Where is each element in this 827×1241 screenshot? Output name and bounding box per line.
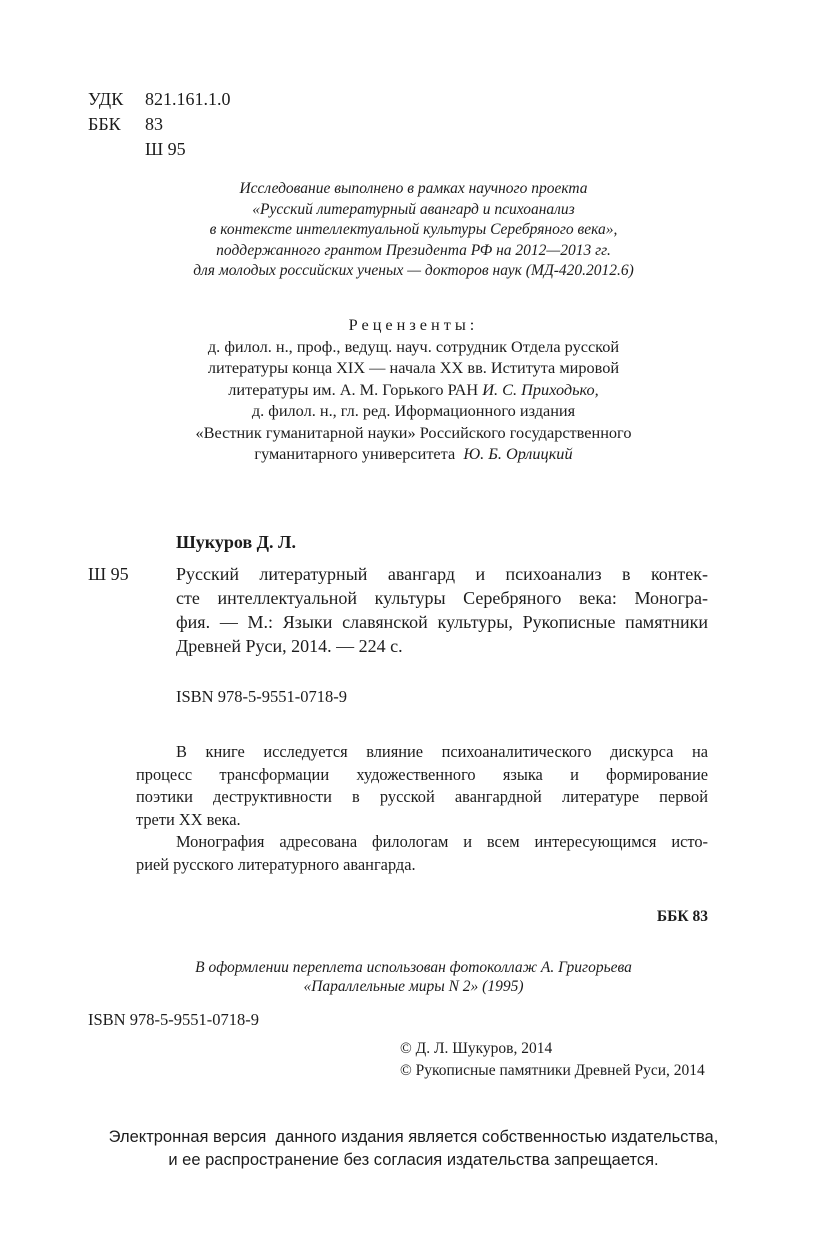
project-note-line: в контексте интеллектуальной культуры Серебряного века», bbox=[209, 221, 618, 238]
classification-block bbox=[88, 87, 231, 162]
project-note-line: Исследование выполнено в рамках научного проекта bbox=[239, 180, 588, 197]
reviewers-title: Рецензенты: bbox=[348, 315, 479, 334]
bbk-label: ББК bbox=[88, 114, 121, 134]
bbk-value: 83 bbox=[145, 114, 163, 134]
reviewer-name: И. С. Приходько, bbox=[482, 379, 599, 399]
cover-note bbox=[0, 958, 827, 996]
electronic-version-note bbox=[0, 1126, 827, 1172]
reviewers-line: «Вестник гуманитарной науки» Российского государственного bbox=[195, 422, 632, 442]
project-note-line: «Русский литературный авангард и психоанализ bbox=[252, 200, 575, 218]
abstract-line: рией русского литературного авангарда. bbox=[136, 854, 416, 874]
description-line: Русский литературный авангард и психоанализ в контек- bbox=[176, 564, 708, 584]
reviewers-line: гуманитарного университета Ю. Б. Орлицкий bbox=[254, 444, 573, 463]
project-note bbox=[0, 179, 827, 282]
abstract-line: В книге исследуется влияние психоаналитического дискурса на bbox=[176, 742, 708, 761]
project-note-line: для молодых российских ученых — докторов наук (МД-420.2012.6) bbox=[193, 262, 634, 279]
isbn-outer: ISBN 978-5-9551-0718-9 bbox=[88, 1010, 259, 1029]
reviewers-line: литературы конца XIX — начала XX вв. Иститута мировой bbox=[207, 358, 620, 377]
call-number: Ш 95 bbox=[88, 564, 129, 584]
bbk-line bbox=[88, 112, 231, 137]
isbn-inner: ISBN 978-5-9551-0718-9 bbox=[176, 687, 347, 706]
abstract-line: Монография адресована филологам и всем интересующимся исто- bbox=[176, 832, 708, 851]
abstract-line: процесс трансформации художественного языка и формирование bbox=[136, 764, 708, 784]
abstract-line: трети XX века. bbox=[136, 809, 241, 829]
author-name: Шукуров Д. Л. bbox=[176, 532, 296, 552]
cover-note-line: «Параллельные миры N 2» (1995) bbox=[303, 978, 524, 995]
abstract bbox=[136, 741, 708, 876]
reviewers-block bbox=[0, 314, 827, 465]
reviewers-line: литературы им. А. М. Горького РАН И. С. Приходько, bbox=[228, 379, 599, 399]
description-line: Древней Руси, 2014. — 224 с. bbox=[176, 636, 403, 656]
bbk-bottom: ББК 83 bbox=[656, 908, 708, 925]
project-note-line: поддержанного грантом Президента РФ на 2012—2013 гг. bbox=[216, 241, 611, 259]
electronic-note-line: Электронная версия данного издания является собственностью издательства, bbox=[108, 1128, 719, 1146]
electronic-note-line: и ее распространение без согласия издательства запрещается. bbox=[168, 1151, 659, 1169]
author-mark: Ш 95 bbox=[145, 139, 186, 159]
reviewers-line: д. филол. н., проф., ведущ. науч. сотрудник Отдела русской bbox=[207, 336, 620, 356]
copyright-block bbox=[400, 1038, 705, 1082]
bibliographic-description bbox=[176, 562, 708, 658]
udk-line bbox=[88, 87, 231, 112]
cover-note-line: В оформлении переплета использован фотоколлаж А. Григорьева bbox=[195, 959, 632, 976]
author-mark-line bbox=[88, 137, 231, 162]
udk-label: УДК bbox=[88, 89, 124, 109]
copyright-line: © Д. Л. Шукуров, 2014 bbox=[400, 1040, 553, 1057]
description-line: фия. — М.: Языки славянской культуры, Рукописные памятники bbox=[176, 612, 708, 632]
reviewer-name: Ю. Б. Орлицкий bbox=[463, 444, 573, 463]
description-line: сте интеллектуальной культуры Серебряного века: Моногра- bbox=[176, 588, 708, 608]
udk-value: 821.161.1.0 bbox=[145, 89, 231, 109]
copyright-line: © Рукописные памятники Древней Руси, 2014 bbox=[400, 1062, 705, 1079]
reviewers-line: д. филол. н., гл. ред. Иформационного издания bbox=[251, 401, 576, 420]
abstract-line: поэтики деструктивности в русской авангардной литературе первой bbox=[136, 787, 708, 806]
